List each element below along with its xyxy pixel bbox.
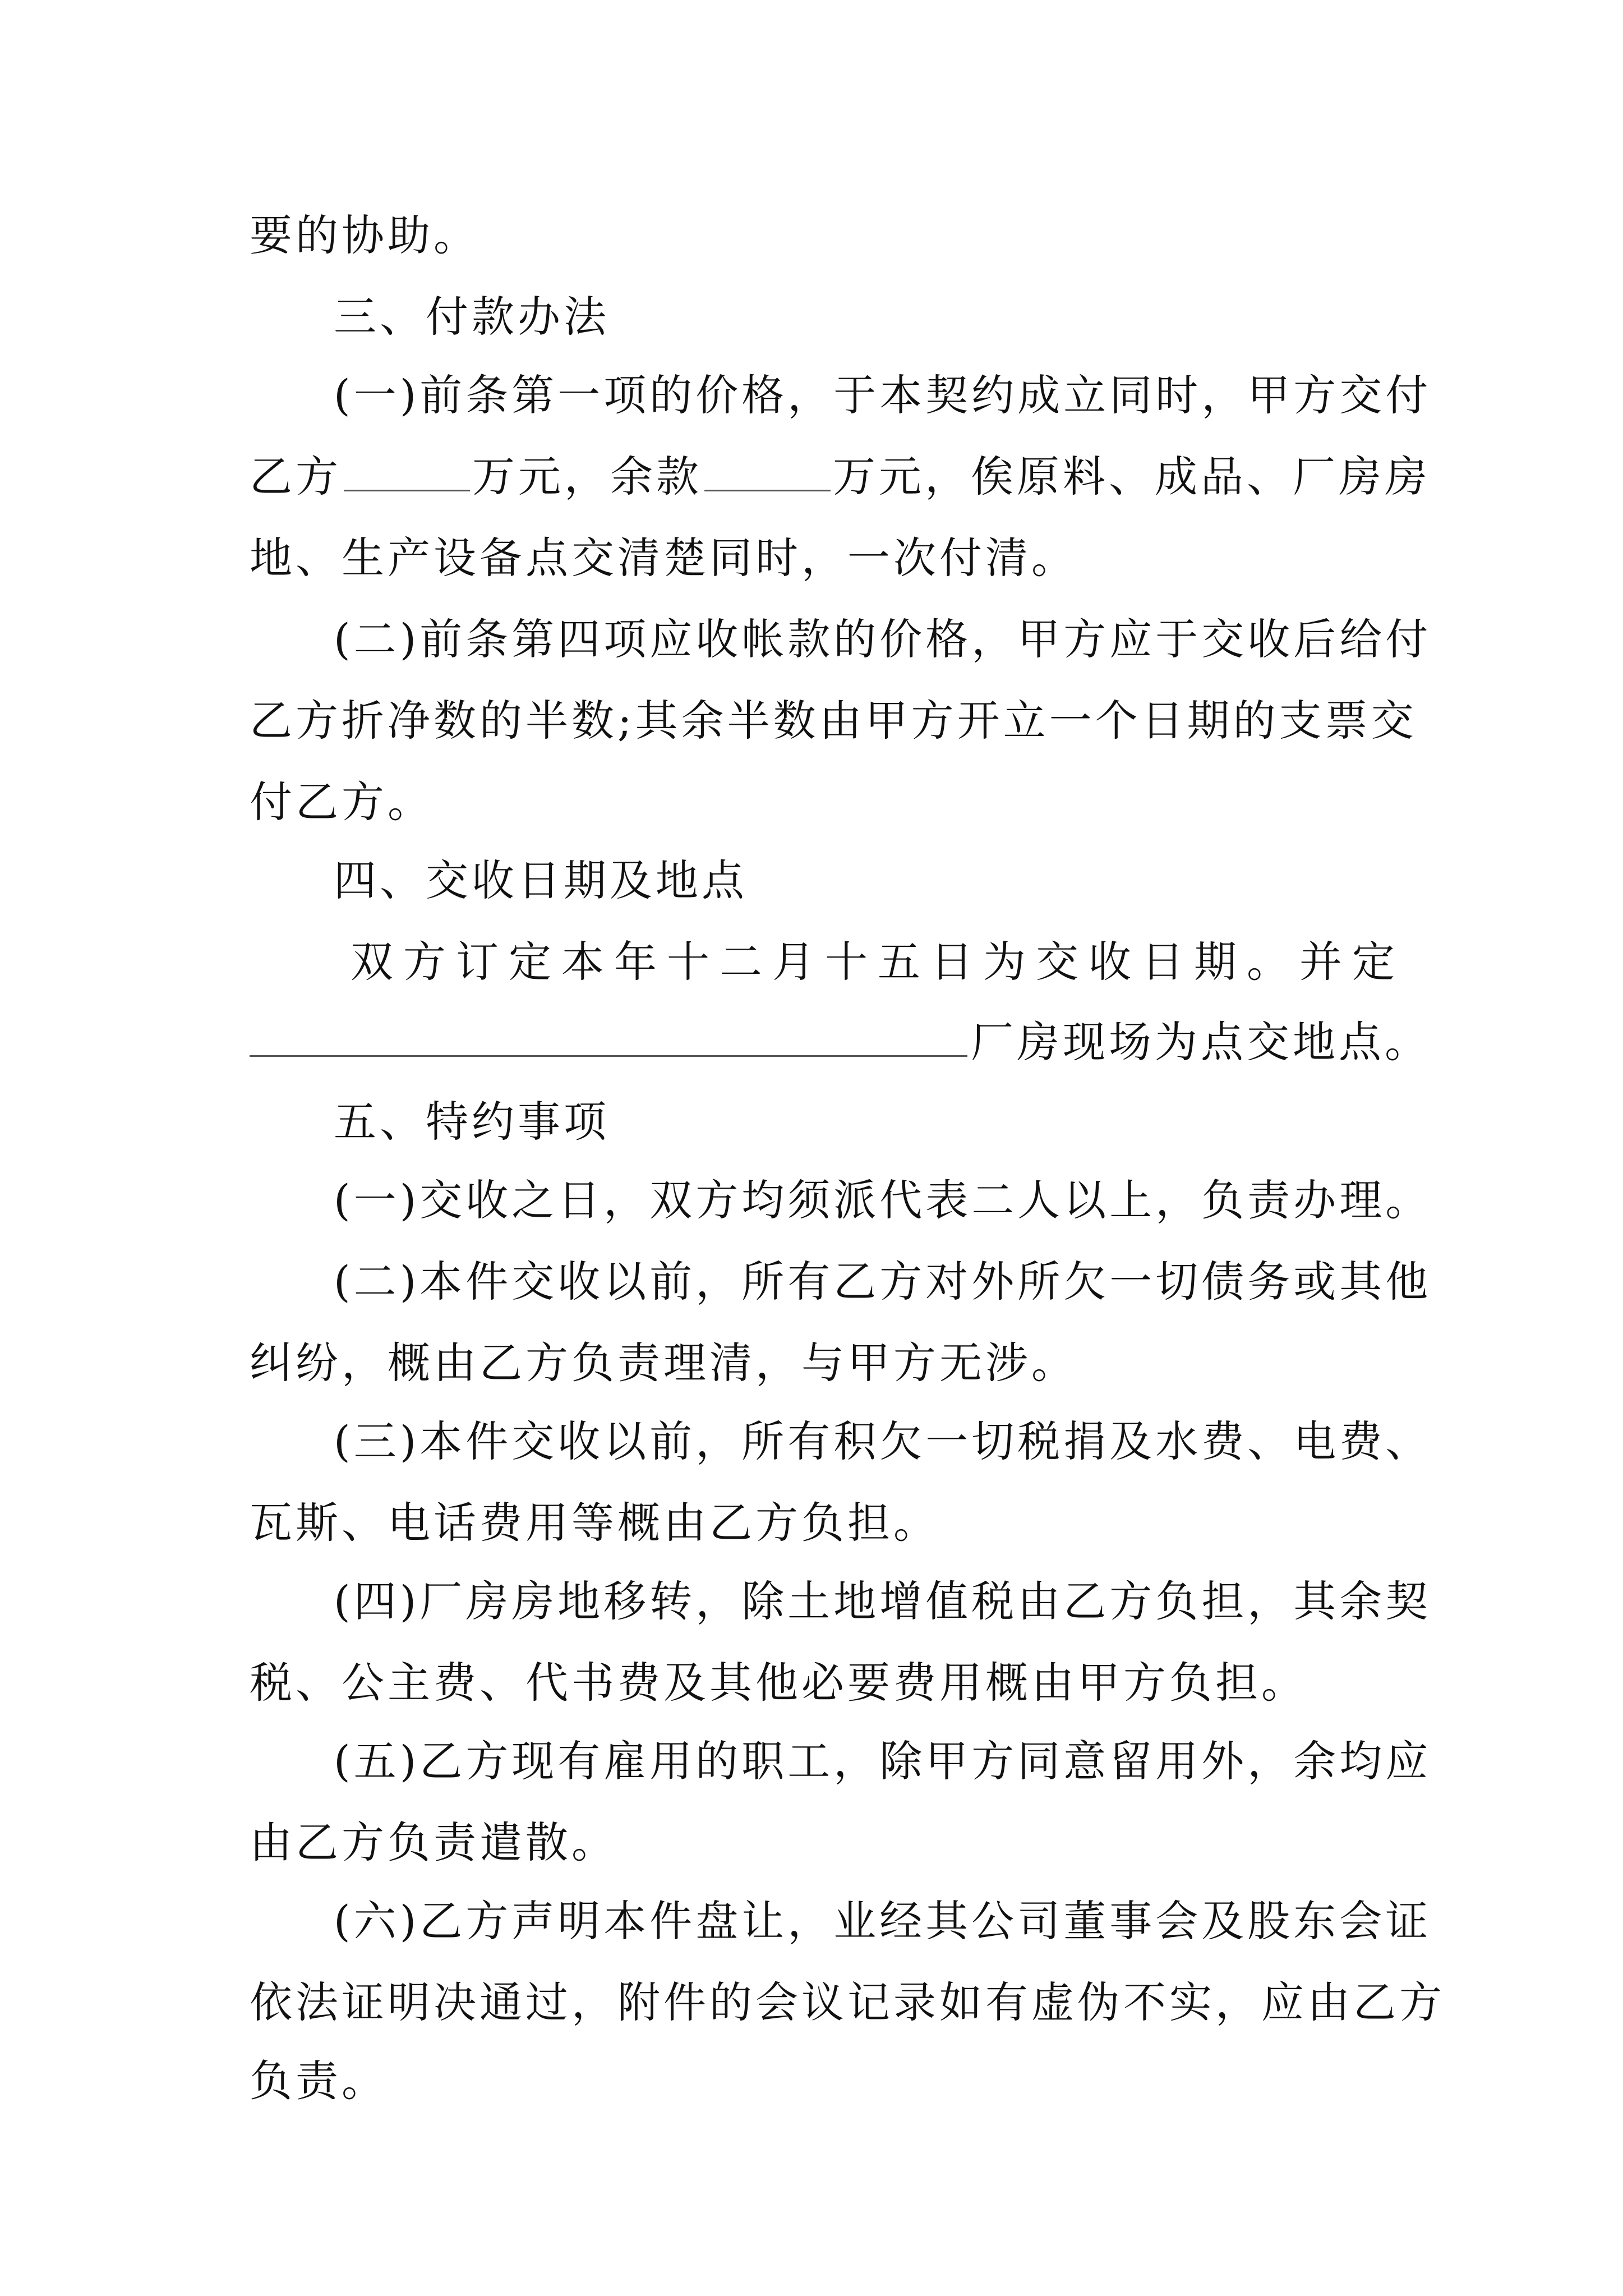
- text-line: (一)前条第一项的价格，于本契约成立同时，甲方交付: [334, 370, 1432, 420]
- text-line: (一)交收之日，双方均须派代表二人以上，负责办理。: [334, 1175, 1432, 1225]
- text-line: 瓦斯、电话费用等概由乙方负担。: [250, 1498, 939, 1548]
- section-heading-payment: 三、付款办法: [334, 292, 610, 342]
- text-line-with-blank: [250, 1014, 1431, 1070]
- text-line: (三)本件交收以前，所有积欠一切税捐及水费、电费、: [334, 1416, 1432, 1466]
- amount-blank-2: [704, 450, 831, 491]
- text-segment: 乙方: [250, 452, 342, 501]
- text-line: 付乙方。: [250, 777, 434, 827]
- text-segment: 万元，俟原料、成品、厂房房: [833, 452, 1431, 501]
- text-line: 依法证明决通过，附件的会议记录如有虚伪不实，应由乙方: [250, 1977, 1445, 2027]
- text-line: 纠纷，概由乙方负责理清，与甲方无涉。: [250, 1338, 1077, 1388]
- text-line: 税、公主费、代书费及其他必要费用概由甲方负担。: [250, 1658, 1307, 1708]
- text-segment: 厂房现场为点交地点。: [971, 1017, 1431, 1067]
- text-line: 负责。: [250, 2056, 388, 2106]
- text-line-with-blanks: [250, 449, 1431, 505]
- text-line: (六)乙方声明本件盘让，业经其公司董事会及股东会证: [334, 1896, 1432, 1946]
- text-line: (五)乙方现有雇用的职工，除甲方同意留用外，余均应: [334, 1736, 1432, 1786]
- text-line: 双方订定本年十二月十五日为交收日期。并定: [351, 937, 1405, 987]
- section-heading-special: 五、特约事项: [334, 1097, 610, 1147]
- location-blank: [250, 1016, 967, 1057]
- text-line: 乙方折净数的半数;其余半数由甲方开立一个日期的支票交: [250, 696, 1417, 746]
- text-line: (二)前条第四项应收帐款的价格，甲方应于交收后给付: [334, 614, 1432, 664]
- section-heading-delivery: 四、交收日期及地点: [334, 855, 748, 905]
- text-line: 地、生产设备点交清楚同时，一次付清。: [250, 533, 1077, 583]
- text-segment: 万元，余款: [472, 452, 702, 501]
- text-line: 要的协助。: [250, 210, 479, 260]
- amount-blank-1: [344, 450, 470, 491]
- text-line: (四)厂房房地移转，除土地增值税由乙方负担，其余契: [334, 1576, 1432, 1626]
- text-line: (二)本件交收以前，所有乙方对外所欠一切债务或其他: [334, 1257, 1432, 1306]
- text-line: 由乙方负责遣散。: [250, 1818, 617, 1867]
